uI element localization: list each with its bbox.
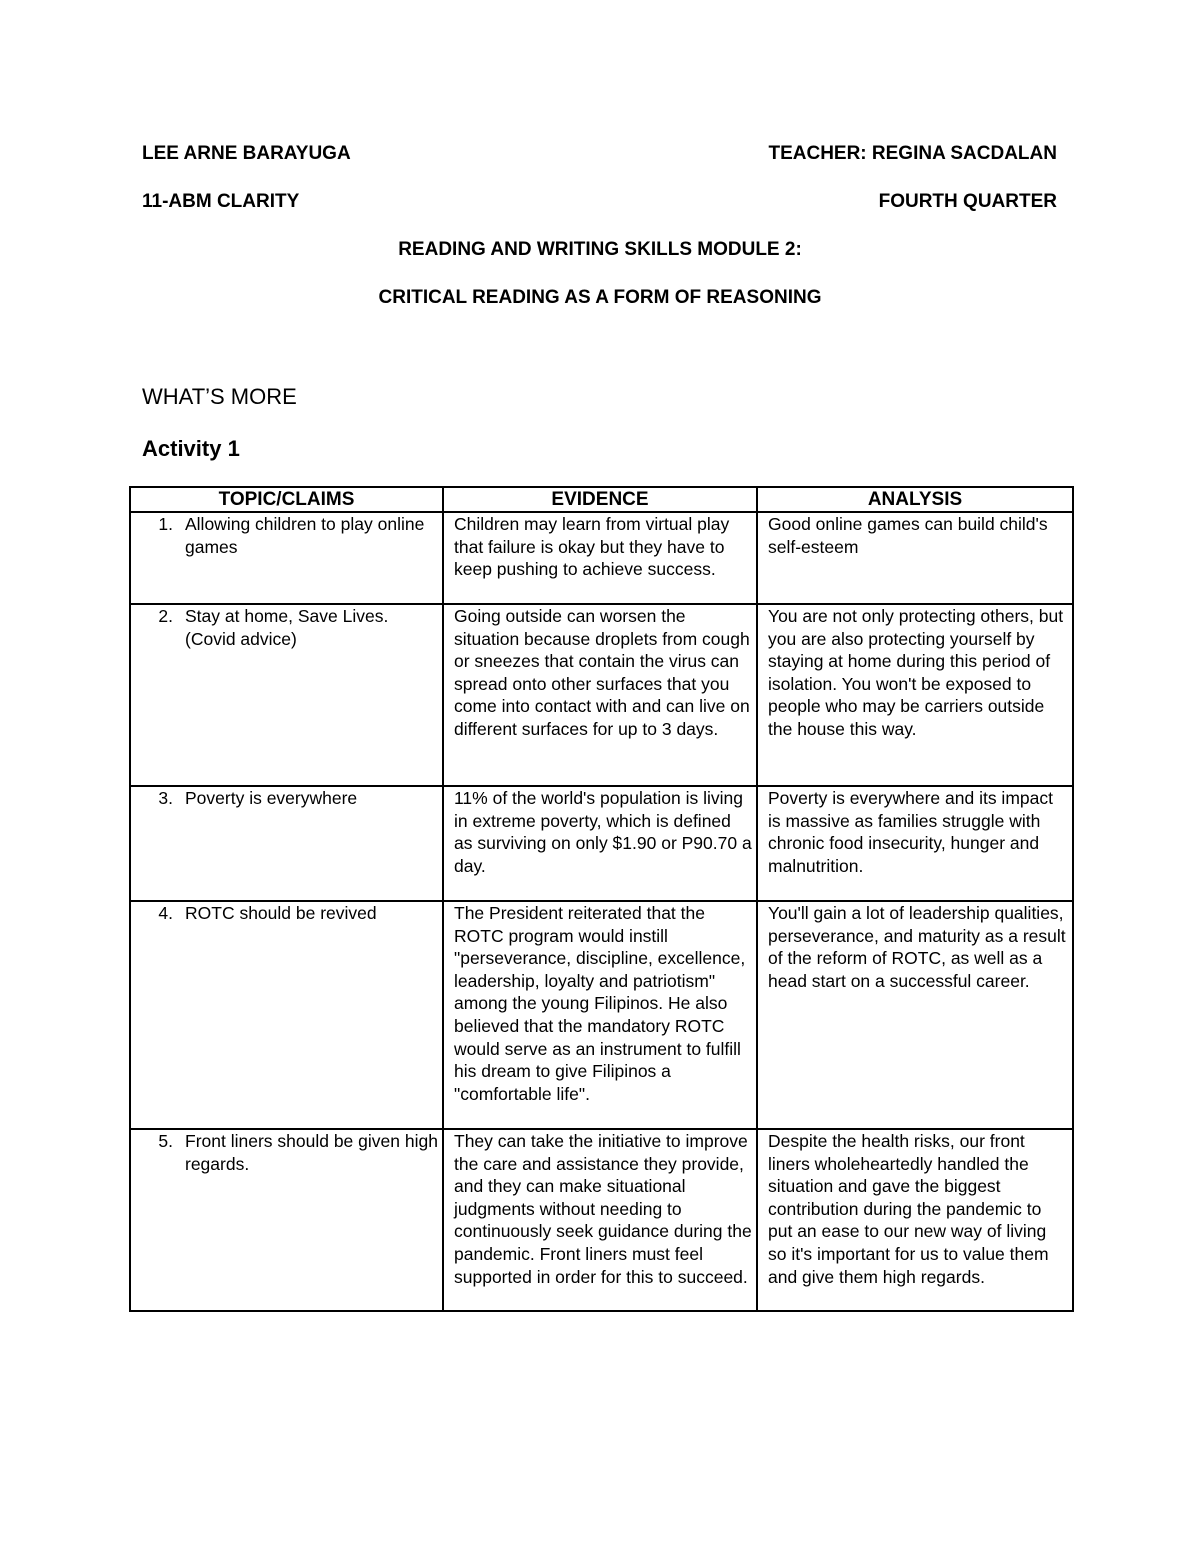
analysis-cell: You are not only protecting others, but you are also protecting yourself by staying at home during this period of isolation. You won't be exposed to people who may be carriers outside the house this way. — [757, 604, 1073, 786]
table-row — [130, 1129, 1073, 1311]
analysis-cell: You'll gain a lot of leadership qualities, perseverance, and maturity as a result of the reform of ROTC, as well as a head start on a successful career. — [757, 901, 1073, 1129]
student-name: LEE ARNE BARAYUGA — [142, 143, 351, 164]
evidence-cell: They can take the initiative to improve the care and assistance they provide, and they can make situational judgments without needing to continuously seek guidance during the pandemic. Front liners must feel supported in order for this to succeed. — [443, 1129, 757, 1311]
activity-table — [129, 486, 1074, 1312]
analysis-cell: Good online games can build child's self-esteem — [757, 512, 1073, 604]
table-row — [130, 604, 1073, 786]
evidence-cell: The President reiterated that the ROTC program would instill "perseverance, discipline, excellence, leadership, loyalty and patriotism" among the young Filipinos. He also believed that the mandatory ROTC would serve as an instrument to fulfill his dream to give Filipinos a "comfortable life". — [443, 901, 757, 1129]
claim-cell — [130, 604, 443, 786]
claim-number: 4. — [158, 903, 173, 923]
claim-text: Front liners should be given high regards. — [185, 1131, 438, 1174]
evidence-cell: Going outside can worsen the situation because droplets from cough or sneezes that contain the virus can spread onto other surfaces that you come into contact with and can live on different surfaces for up to 3 days. — [443, 604, 757, 786]
claim-cell — [130, 512, 443, 604]
column-header-evidence: EVIDENCE — [443, 487, 757, 512]
claim-number: 2. — [158, 606, 173, 626]
teacher-name: TEACHER: REGINA SACDALAN — [768, 143, 1057, 164]
table-row — [130, 901, 1073, 1129]
claim-cell — [130, 786, 443, 901]
module-subtitle: CRITICAL READING AS A FORM OF REASONING — [378, 287, 822, 308]
evidence-cell: Children may learn from virtual play that failure is okay but they have to keep pushing to achieve success. — [443, 512, 757, 604]
analysis-cell: Poverty is everywhere and its impact is massive as families struggle with chronic food insecurity, hunger and malnutrition. — [757, 786, 1073, 901]
module-title: READING AND WRITING SKILLS MODULE 2: — [398, 239, 802, 260]
claim-cell — [130, 901, 443, 1129]
claim-text: ROTC should be revived — [185, 903, 377, 923]
claim-number: 5. — [158, 1131, 173, 1151]
evidence-cell: 11% of the world's population is living in extreme poverty, which is defined as surviving on only $1.90 or P90.70 a day. — [443, 786, 757, 901]
analysis-cell: Despite the health risks, our front liners wholeheartedly handled the situation and gave the biggest contribution during the pandemic to put an ease to our new way of living so it's important for us to value them and give them high regards. — [757, 1129, 1073, 1311]
table-row — [130, 512, 1073, 604]
claim-number: 3. — [158, 788, 173, 808]
claim-cell — [130, 1129, 443, 1311]
claim-text: Allowing children to play online games — [185, 514, 425, 557]
activity-heading: Activity 1 — [142, 436, 240, 461]
section-heading: WHAT’S MORE — [142, 384, 297, 409]
claim-number: 1. — [158, 514, 173, 534]
claim-text: Poverty is everywhere — [185, 788, 358, 808]
column-header-analysis: ANALYSIS — [757, 487, 1073, 512]
claim-text: Stay at home, Save Lives. (Covid advice) — [185, 606, 389, 649]
quarter-label: FOURTH QUARTER — [878, 191, 1057, 212]
table-row — [130, 786, 1073, 901]
table-header-row — [130, 487, 1073, 512]
class-section: 11-ABM CLARITY — [142, 191, 300, 212]
column-header-topic-claims: TOPIC/CLAIMS — [130, 487, 443, 512]
